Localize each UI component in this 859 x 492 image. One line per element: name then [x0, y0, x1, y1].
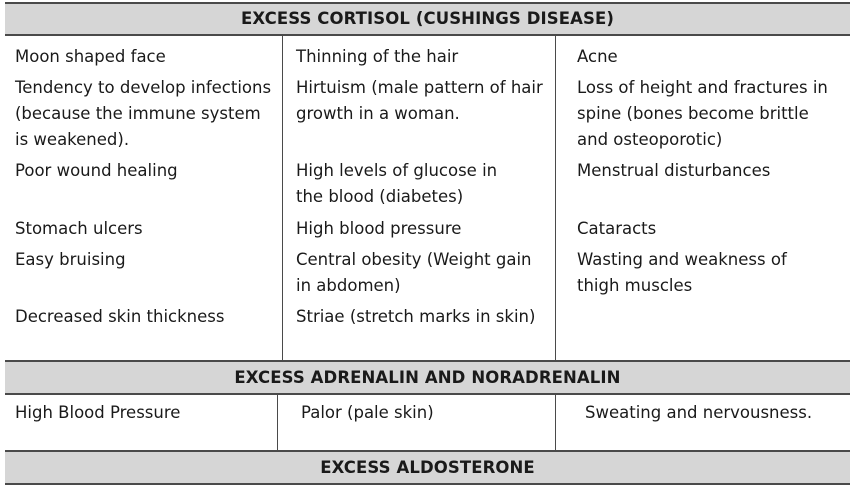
list-item: Decreased skin thickness — [15, 307, 225, 326]
list-item: Menstrual disturbances — [577, 161, 771, 180]
list-item: Thinning of the hair — [296, 47, 459, 66]
column-divider — [282, 36, 283, 360]
list-item: Cataracts — [577, 219, 657, 238]
divider — [5, 483, 850, 485]
adrenalin-cell-3: Sweating and nervousness. — [585, 403, 813, 422]
list-item: Loss of height and fractures in spine (bones become brittle and osteoporotic) — [577, 78, 828, 149]
adrenalin-cell-2: Palor (pale skin) — [301, 403, 434, 422]
endocrine-excess-table — [5, 2, 850, 492]
list-item: Tendency to develop infections (because the immune system is weakened). — [15, 78, 272, 149]
list-item: Easy bruising — [15, 250, 126, 269]
divider — [5, 393, 850, 395]
cortisol-header: EXCESS CORTISOL (CUSHINGS DISEASE) — [5, 4, 850, 34]
list-item: Hirtuism (male pattern of hair growth in a woman. — [296, 78, 543, 123]
list-item: Acne — [577, 47, 618, 66]
list-item: Central obesity (Weight gain in abdomen) — [296, 250, 532, 295]
adrenalin-header: EXCESS ADRENALIN AND NORADRENALIN — [5, 362, 850, 393]
aldosterone-header: EXCESS ALDOSTERONE — [5, 452, 850, 483]
adrenalin-cell-1: High Blood Pressure — [15, 403, 181, 422]
list-item: Moon shaped face — [15, 47, 166, 66]
column-divider — [555, 36, 556, 360]
list-item: Striae (stretch marks in skin) — [296, 307, 536, 326]
list-item: Wasting and weakness of thigh muscles — [577, 250, 787, 295]
column-divider — [277, 395, 278, 450]
divider — [5, 34, 850, 36]
column-divider — [555, 395, 556, 450]
list-item: Poor wound healing — [15, 161, 178, 180]
list-item: Stomach ulcers — [15, 219, 143, 238]
list-item: High levels of glucose in the blood (diabetes) — [296, 161, 498, 206]
list-item: High blood pressure — [296, 219, 462, 238]
